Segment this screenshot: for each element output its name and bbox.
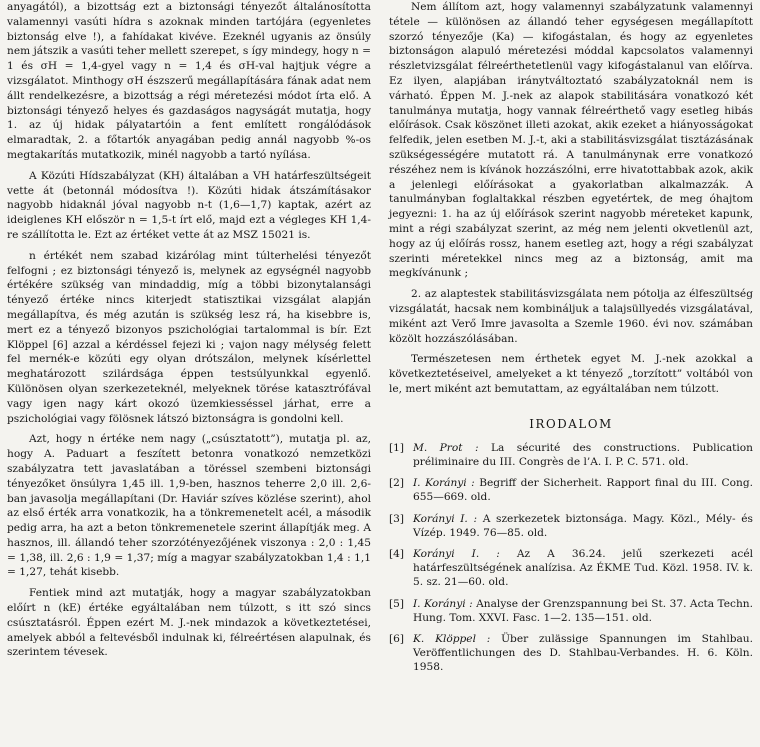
reference-text: Analyse der Grenzspannung bei St. 37. Acta Techn. Hung. Tom. XXVI. Fasc. 1—2. 135—151. old. [413,597,753,624]
left-column [7,0,371,660]
paragraph: n értékét nem szabad kizárólag mint túlterhelési tényezőt felfogni ; ez biztonsági tényező is, melynek az egységnél nagyobb értékére szükség van mindaddig, míg a többi bizonytalansági tényező értéke nincs kiterjedt statisztikai vizsgálat alapján megállapítva, és még azután is szükség lesz rá, ha kisebbre is, mert ez a tényező bizonyos pszichológiai tartalommal is bír. Ezt Klöppel [6] azzal a kérdéssel fejezi ki ; vajon nagy mélység felett fel mernék-e közúti egy olyan drótszálon, melynek kísérlettel meghatározott szilárdsága éppen testsúlyunkkal egyenlő. Különösen olyan szerkezeteknél, melyeknek törése katasztrófával vagy igen nagy kárt okozó üzemkiesséssel járhat, erre a pszichológiai vagy fölösnek látszó biztonságra is gondolni kell. [7,249,371,425]
reference-item [389,597,753,625]
references-heading: IRODALOM [529,416,613,431]
paragraph: anyagától), a bizottság ezt a biztonsági tényezőt általánosította valamennyi vasúti hídra s azoknak minden tartójára (egyenletes biztonság elve !), a fahídakat kivéve. Ezeknél ugyanis az önsúly nem játszik a vasúti teher mellett szerepet, s így mindegy, hogy n = 1 és σH = 1,4-gyel vagy n = 1,4 és σH-val hajtjuk végre a vizsgálatot. Minthogy σH észszerű megállapítására fának adat nem állt rendelkezésre, a bizottság a régi méretezési módot írta elő. A biztonsági tényező helyes és gazdaságos nagyságát mutatja, hogy 1. az új hidak pályatartóin a fent említett rongálódások elmaradtak, 2. a főtartók anyagában pedig annál nagyobb %-os megtakarítás mutatkozik, minél nagyobb a tartó nyílása. [7,1,371,161]
reference-number: [3] [389,512,405,525]
reference-number: [2] [389,477,405,490]
right-column [389,0,753,682]
reference-number: [4] [389,547,405,560]
reference-author: K. Klöppel : [413,632,491,645]
reference-text: Über zulässige Spannungen im Stahlbau. Veröffentlichungen des D. Stahlbau-Verbandes. H. 6. Köln. 1958. [413,632,754,674]
paragraph: Fentiek mind azt mutatják, hogy a magyar szabályzatokban előírt n (kE) értéke egyáltalában nem túlzott, s itt szó sincs csúsztatásról. Éppen ezért M. J.-nek mindazok a következtetései, amelyek abból a feltevésből indulnak ki, félreértésen alapulnak, és szerintem tévesek. [7,587,371,659]
reference-number: [5] [389,597,405,610]
reference-text: La sécurité des constructions. Publication préliminaire du III. Congrès de l’A. I. P. C. 571. old. [413,441,753,468]
paragraph: Természetesen nem érthetek egyet M. J.-nek azokkal a következtetéseivel, amelyeket a kt tényező „torzított” voltából von le, mert miként azt bemutattam, az egyáltalában nem túlzott. [389,353,753,395]
reference-text: Begriff der Sicherheit. Rapport final du III. Cong. 655—669. old. [413,477,753,504]
reference-author: I. Korányi : [413,597,473,610]
reference-author: I. Korányi : [413,477,475,490]
reference-list [389,441,753,675]
reference-author: M. Prot : [413,441,479,454]
reference-text: A szerkezetek biztonsága. Magy. Közl., Mély- és Vízép. 1949. 76—85. old. [413,512,753,539]
paragraph: A Közúti Hídszabályzat (KH) általában a VH határfeszültségeit vette át (betonnál módosítva !). Közúti hidak átszámításakor nagyobb hidaknál jóval nagyobb n-t (1,6—1,7) kaptak, azért az ideiglenes KH először n = 1,5-t írt elő, majd ezt a végleges KH 1,4-re szállította le. Ezt az értéket vette át az MSZ 15021 is. [7,169,371,241]
reference-author: Korányi I. : [413,512,478,525]
reference-author: Korányi I. : [413,547,500,560]
reference-item [389,632,753,675]
reference-number: [1] [389,441,405,454]
reference-item [389,512,753,540]
paragraph: 2. az alaptestek stabilitásvizsgálata nem pótolja az élfeszültség vizsgálatát, hacsak nem kombináljuk a talajsüllyedés vizsgálatával, miként azt Verő Imre javasolta a Szemle 1960. évi nov. számában közölt hozzászólásában. [389,288,753,345]
reference-item [389,547,753,590]
reference-number: [6] [389,632,405,645]
reference-item [389,441,753,469]
paragraph: Nem állítom azt, hogy valamennyi szabályzatunk valamennyi tétele — különösen az állandó teher egységesen megállapított szorzó tényezője (Ka) — kifogástalan, és hogy az egyenletes biztonságon alapuló méretezési móddal kapcsolatos valamennyi részletvizsgálat félreérthetetlenül vagy kifogástalanul van előírva. Ez ilyen, alapjában iránytváltoztató szabályzatoknál nem is várható. Éppen M. J.-nek az alapok stabilitására vonatkozó két tanulmánya mutatja, hogy vannak félreérthető vagy esetleg hibás előírások. Csak köszönet illeti azokat, akik ezeket a hiányosságokat felfedik, jelen esetben M. J.-t, aki a stabilitásvizsgálat tisztázásának szükségességére mutatott rá. A tanulmánynak erre vonatkozó részéhez nem is kívánok hozzászólni, erre hivatottabbak azok, akik a jelenlegi előírásokat a gyakorlatban alkalmazzák. A tanulmányban foglaltakkal részben egyetértek, de meg óhajtom jegyezni: 1. ha az új előírások szerint nagyobb méreteket kapunk, mint a régi szabályzat szerint, az még nem jelenti okvetlenül azt, hogy az új előírás rossz, hanem esetleg azt, hogy a régi szabályzat szerinti méretekkel nincs meg az a biztonság, amit ma megkívánunk ; [389,1,753,280]
paragraph: Azt, hogy n értéke nem nagy („csúsztatott”), mutatja pl. az, hogy A. Paduart a feszített betonra vonatkozó nemzetközi szabályzatra tett javaslatában a töréssel szembeni biztonsági tényezőket önsúlyra 1,45 ill. 1,9-ben, hasznos teherre 2,0 ill. 2,6-ban javasolja megállapítani (Dr. Haviár szíves közlése szerint), ahol az első érték arra vonatkozik, ha a tönkremenetelt acél, a második pedig arra, ha azt a beton tönkremenetele szerint állapítják meg. A hasznos, ill. állandó teher szorzótényezőjének viszonya : 2,0 : 1,45 = 1,38, ill. 2,6 : 1,9 = 1,37; míg a magyar szabályzatokban 1,4 : 1,1 = 1,27, tehát kisebb. [7,433,371,579]
reference-item [389,476,753,504]
reference-text: Az A 36.24. jelű szerkezeti acél határfeszültségének analízisa. Az ÉKME Tud. Közl. 1958. IV. k. 5. sz. 21—60. old. [413,547,753,589]
